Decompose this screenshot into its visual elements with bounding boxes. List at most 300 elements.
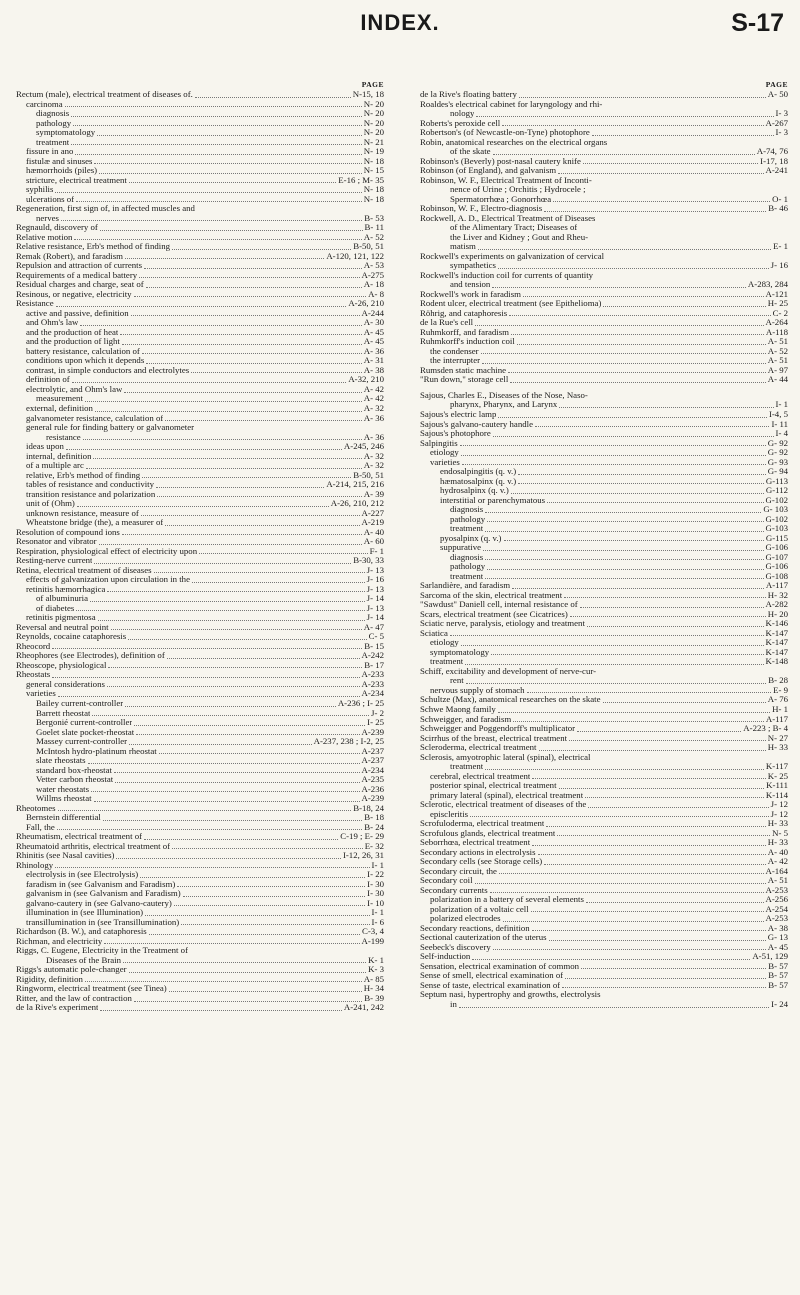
index-entry (420, 619, 788, 629)
entry-page-ref: I- 3 (775, 128, 788, 138)
entry-page-ref: A- 39 (363, 489, 384, 499)
dot-leader (532, 929, 766, 931)
entry-term: Schwe Maong family (420, 705, 496, 714)
entry-page-ref: A-117 (765, 581, 788, 591)
dot-leader (74, 238, 361, 240)
dot-leader (58, 695, 360, 697)
dot-leader (123, 961, 366, 963)
dot-leader (149, 933, 360, 935)
entry-term: Bergonié current-controller (36, 718, 133, 728)
dot-leader (157, 495, 361, 497)
dot-leader (75, 153, 361, 155)
dot-leader (470, 815, 769, 817)
entry-page-ref: A-283, 284 (747, 280, 788, 290)
entry-term: Rheophores (see Electrodes), definition of (16, 651, 165, 661)
entry-term: Sensation, electrical examination of common (420, 961, 580, 971)
dot-leader (90, 600, 365, 602)
dot-leader (115, 781, 359, 783)
entry-term: Regeneration, first sign of, in affected muscles and (16, 204, 195, 214)
dot-leader (86, 467, 362, 469)
dot-leader (577, 730, 741, 732)
dot-leader (172, 847, 363, 849)
entry-page-ref: I-17, 18 (760, 156, 788, 166)
dot-leader (94, 800, 360, 802)
index-entry (16, 318, 384, 328)
dot-leader (122, 533, 362, 535)
entry-term: suppurative (440, 543, 482, 553)
entry-term: Bernstein differential (26, 813, 101, 823)
index-entry (16, 889, 384, 899)
index-entry (420, 933, 788, 943)
index-entry (16, 528, 384, 538)
dot-leader (58, 809, 352, 811)
entry-term: slate rheostats (36, 756, 86, 766)
entry-term: Sciatica (420, 628, 448, 638)
entry-term: Regnauld, discovery of (16, 223, 98, 233)
dot-leader (94, 162, 361, 164)
dot-leader (199, 552, 367, 554)
entry-term: of a multiple arc (26, 461, 84, 471)
entry-page-ref: A-264 (765, 318, 788, 328)
dot-leader (134, 295, 367, 297)
entry-page-ref: A- 45 (363, 337, 384, 347)
dot-leader (55, 191, 361, 193)
dot-leader (72, 381, 347, 383)
entry-term: Robertson's (of Newcastle-on-Tyne) photophore (420, 128, 590, 138)
entry-page-ref: J- 12 (770, 809, 788, 819)
index-entry (16, 975, 384, 985)
entry-page-ref: A-219 (361, 518, 384, 528)
entry-term: Bailey current-controller (36, 699, 124, 708)
index-entry (420, 223, 788, 233)
entry-page-ref: K- 25 (767, 771, 788, 781)
index-entry (16, 223, 384, 233)
index-entry (420, 401, 788, 411)
entry-page-ref: C-3, 4 (362, 927, 384, 937)
entry-term: battery resistance, calculation of (26, 346, 140, 356)
index-entry (420, 410, 788, 420)
index-entry (16, 471, 384, 481)
entry-page-ref: A-235 (361, 775, 384, 785)
index-entry (16, 918, 384, 928)
index-entry (420, 610, 788, 620)
dot-leader (510, 381, 765, 383)
dot-leader (459, 1006, 769, 1008)
index-entry (420, 109, 788, 119)
index-entry (420, 204, 788, 214)
index-entry (420, 676, 788, 686)
entry-term: Riggs's automatic pole-changer (16, 965, 127, 975)
entry-term: Salpingitis (420, 438, 458, 448)
entry-page-ref: A- 36 (363, 432, 384, 442)
entry-page-ref: A- 42 (767, 857, 788, 867)
entry-page-ref: C- 2 (772, 308, 788, 318)
index-entry (420, 337, 788, 347)
entry-page-ref: J- 12 (770, 800, 788, 810)
dot-leader (100, 229, 363, 231)
dot-leader (129, 743, 312, 745)
dot-leader (588, 806, 768, 808)
dot-leader (475, 324, 763, 326)
entry-page-ref: B-50, 51 (353, 242, 384, 252)
index-entry (420, 762, 788, 772)
dot-leader (544, 210, 766, 212)
dot-leader (71, 143, 362, 145)
entry-page-ref: A- 51 (767, 876, 788, 886)
entry-term: Goelet slate pocket-rheostat (36, 727, 135, 737)
dot-leader (169, 990, 362, 992)
entry-term: varieties (430, 457, 460, 467)
entry-page-ref: B-30, 33 (353, 556, 384, 566)
index-column-left (16, 80, 384, 1013)
entry-term: contrast, in simple conductors and electrolytes (26, 365, 190, 375)
entry-term: Wheatstone bridge (the), a measurer of (26, 518, 164, 528)
dot-leader (465, 663, 763, 665)
index-entry (16, 176, 384, 186)
index-entry (16, 480, 384, 490)
dot-leader (527, 691, 772, 693)
entry-page-ref: G- 92 (767, 438, 788, 448)
entry-page-ref: B- 11 (364, 223, 384, 233)
index-entry (16, 128, 384, 138)
dot-leader (76, 200, 362, 202)
entry-term: Robinson, W. F., Electrical Treatment of Inconti- (420, 175, 592, 185)
dot-leader (55, 866, 369, 868)
entry-page-ref: K- 3 (368, 965, 384, 975)
index-entry (16, 842, 384, 852)
entry-term: McIntosh hydro-platinum rheostat (36, 746, 157, 756)
entry-term: Rockwell's induction coil for currents of quantity (420, 270, 594, 280)
index-entry (16, 366, 384, 376)
entry-page-ref: N- 20 (363, 99, 384, 109)
entry-page-ref: A- 44 (767, 375, 788, 385)
dot-leader (125, 705, 336, 707)
entry-page-ref: A-244 (361, 308, 384, 318)
entry-term: Rheostats (16, 670, 51, 680)
dot-leader (503, 920, 764, 922)
entry-page-ref: A-234 (361, 765, 384, 775)
entry-page-ref: G-115 (765, 533, 788, 543)
index-entry (420, 705, 788, 715)
entry-page-ref: A-239 (361, 794, 384, 804)
entry-page-ref: A-117 (765, 714, 788, 724)
entry-term: Roberts's peroxide cell (420, 118, 501, 128)
index-entry (420, 781, 788, 791)
entry-term: diagnosis (450, 552, 484, 562)
entry-page-ref: J- 14 (366, 594, 384, 604)
index-entry (420, 581, 788, 591)
dot-leader (52, 676, 359, 678)
dot-leader (108, 666, 362, 668)
index-entry (16, 651, 384, 661)
entry-term: Sarcoma of the skin, electrical treatment (420, 590, 563, 600)
index-entry (16, 375, 384, 385)
entry-term: Riggs, C. Eugene, Electricity in the Treatment of (16, 946, 188, 956)
index-entry (420, 857, 788, 867)
entry-term: hæmatosalpinx (q. v.) (440, 476, 517, 486)
entry-page-ref: G-113 (765, 476, 788, 486)
entry-page-ref: A-256 (765, 895, 788, 905)
entry-page-ref: C-19 ; E- 29 (340, 832, 384, 842)
index-entry (16, 689, 384, 699)
index-entry (420, 886, 788, 896)
index-entry (420, 848, 788, 858)
dot-leader (587, 625, 764, 627)
entry-term: faradism in (see Galvanism and Faradism) (26, 879, 176, 889)
entry-page-ref: K-117 (765, 762, 788, 772)
index-entry (420, 477, 788, 487)
dot-leader (136, 733, 359, 735)
entry-term: primary lateral (spinal), electrical treatment (430, 790, 584, 800)
entry-term: Rheotomes (16, 803, 56, 813)
entry-page-ref: A- 97 (767, 365, 788, 375)
dot-leader (559, 406, 773, 408)
index-entry (16, 785, 384, 795)
index-entry (420, 252, 788, 262)
dot-leader (91, 790, 360, 792)
entry-term: conditions upon which it depends (26, 356, 145, 366)
dot-leader (94, 562, 351, 564)
entry-page-ref: F- 1 (369, 546, 384, 556)
dot-leader (98, 619, 365, 621)
index-entry (16, 718, 384, 728)
dot-leader (156, 486, 324, 488)
dot-leader (475, 882, 766, 884)
entry-term: of diabetes (36, 603, 75, 613)
entry-term: measurement (36, 394, 83, 404)
index-entry (420, 458, 788, 468)
entry-term: Resting-nerve current (16, 556, 93, 566)
entry-page-ref: G-112 (765, 486, 788, 496)
entry-term: Richman, and electricity (16, 936, 103, 946)
entry-page-ref: J- 13 (366, 584, 384, 594)
index-entry (420, 657, 788, 667)
entry-page-ref: A-236 (361, 784, 384, 794)
entry-term: Robinson (of England), and galvanism (420, 166, 557, 176)
dot-leader (99, 543, 362, 545)
index-entry (420, 328, 788, 338)
index-entry (16, 461, 384, 471)
entry-term: Robinson's (Beverly) post-nasal cautery knife (420, 156, 581, 166)
entry-term: pathology (36, 118, 72, 128)
entry-term: Sclerotic, electrical treatment of diseases of the (420, 800, 587, 810)
index-entry (420, 629, 788, 639)
index-entry (16, 166, 384, 176)
dot-leader (52, 647, 362, 649)
index-entry (16, 870, 384, 880)
entry-term: diagnosis (450, 505, 484, 515)
page-header (0, 0, 800, 40)
entry-page-ref: A- 42 (363, 394, 384, 404)
index-entry (16, 823, 384, 833)
index-entry (420, 800, 788, 810)
dot-leader (460, 444, 766, 446)
index-entry (420, 420, 788, 430)
entry-page-ref: I- 6 (371, 917, 384, 927)
entry-term: treatment (450, 571, 484, 581)
dot-leader (65, 105, 362, 107)
entry-page-ref: N- 20 (363, 118, 384, 128)
index-entry (16, 442, 384, 452)
dot-leader (493, 435, 774, 437)
entry-page-ref: I- 11 (771, 419, 788, 429)
index-entry (420, 829, 788, 839)
index-entry (16, 699, 384, 709)
entry-term: treatment (36, 137, 70, 147)
index-entry (16, 490, 384, 500)
entry-page-ref: A-237 (361, 746, 384, 756)
index-entry (16, 185, 384, 195)
entry-page-ref: A- 85 (363, 974, 384, 984)
entry-page-ref: A-51, 129 (752, 952, 788, 962)
dot-leader (504, 539, 764, 541)
entry-term: polarization in a battery of several elements (430, 895, 584, 905)
dot-leader (559, 787, 765, 789)
entry-term: Scrofuloderma, electrical treatment (420, 819, 545, 829)
index-entry (420, 695, 788, 705)
entry-page-ref: N- 5 (772, 828, 788, 838)
entry-term: Sarlandière, and faradism (420, 581, 511, 591)
index-entry (16, 861, 384, 871)
index-entry (16, 109, 384, 119)
entry-term: hydrosalpinx (q. v.) (440, 486, 509, 496)
entry-page-ref: J- 13 (366, 603, 384, 613)
index-entry (420, 838, 788, 848)
entry-term: de la Rue's cell (420, 318, 474, 328)
page-column-label: PAGE (361, 80, 384, 89)
index-entry (420, 743, 788, 753)
entry-page-ref: K- 1 (368, 955, 384, 965)
entry-term: Rheumatism, electrical treatment of (16, 832, 143, 842)
index-entry (420, 772, 788, 782)
entry-page-ref: A- 31 (363, 356, 384, 366)
dot-leader (518, 482, 764, 484)
index-entry (420, 648, 788, 658)
entry-page-ref: B- 53 (364, 213, 384, 223)
entry-page-ref: G- 103 (763, 505, 788, 515)
index-entry (420, 600, 788, 610)
entry-page-ref: A- 32 (363, 451, 384, 461)
dot-leader (517, 343, 766, 345)
index-entry (420, 534, 788, 544)
entry-page-ref: B- 17 (364, 660, 384, 670)
index-entry (420, 467, 788, 477)
entry-term: de la Rive's floating battery (420, 90, 517, 99)
entry-page-ref: I- 10 (367, 898, 384, 908)
dot-leader (485, 511, 761, 513)
entry-term: galvanism in (see Galvanism and Faradism) (26, 889, 181, 899)
entry-term: Sense of taste, electrical examination of (420, 980, 561, 990)
index-entry (16, 908, 384, 918)
index-entry (16, 937, 384, 947)
index-entry (16, 404, 384, 414)
entry-term: Respiration, physiological effect of electricity upon (16, 546, 198, 556)
index-entry (420, 952, 788, 962)
entry-term: Rhinology (16, 860, 54, 870)
dot-leader (485, 558, 763, 560)
index-entry (16, 100, 384, 110)
entry-term: illumination in (see Illumination) (26, 908, 144, 918)
index-entry (420, 819, 788, 829)
index-entry (420, 876, 788, 886)
dot-leader (491, 653, 763, 655)
index-entry (420, 356, 788, 366)
dot-leader (539, 749, 766, 751)
dot-leader (553, 200, 770, 202)
entry-term: Sense of smell, electrical examination of (420, 971, 564, 981)
dot-leader (83, 438, 362, 440)
index-entry (420, 147, 788, 157)
entry-page-ref: A- 50 (767, 90, 788, 99)
entry-page-ref: N- 15 (363, 166, 384, 176)
entry-term: definition of (26, 375, 70, 385)
entry-term: episcleritis (430, 809, 469, 819)
entry-term: Requirements of a medical battery (16, 270, 138, 280)
dot-leader (538, 853, 766, 855)
index-entry (420, 185, 788, 195)
entry-page-ref: I- 3 (775, 109, 788, 119)
index-entry (16, 956, 384, 966)
entry-term: of the Alimentary Tract; Diseases of (450, 223, 578, 233)
entry-page-ref: A-74, 76 (756, 147, 788, 157)
entry-term: Rigidity, definition (16, 974, 83, 984)
entry-term: Schweigger, and faradism (420, 714, 512, 724)
entry-page-ref: A- 76 (767, 695, 788, 705)
entry-term: Barrett rheostat (36, 708, 91, 718)
dot-leader (128, 638, 366, 640)
dot-leader (125, 257, 324, 259)
entry-term: external, definition (26, 404, 93, 413)
entry-page-ref: A- 45 (363, 327, 384, 337)
dot-leader (172, 248, 351, 250)
entry-term: Residual charges and charge, seat of (16, 280, 144, 290)
entry-page-ref: E- 32 (364, 841, 384, 851)
entry-page-ref: A- 47 (363, 622, 384, 632)
entry-term: galvano-cautery in (see Galvano-cautery) (26, 898, 172, 908)
entry-page-ref: I- 30 (367, 879, 384, 889)
entry-term: Sajous's electric lamp (420, 410, 497, 419)
index-entry (16, 509, 384, 519)
index-entry (16, 337, 384, 347)
entry-term: Rockwell, A. D., Electrical Treatment of Diseases (420, 213, 596, 223)
entry-term: Reversal and neutral point (16, 622, 109, 632)
dot-leader (103, 819, 362, 821)
dot-leader (80, 324, 361, 326)
dot-leader (114, 771, 360, 773)
entry-term: symptomatology (36, 128, 96, 138)
entry-page-ref: G- 94 (767, 467, 788, 477)
dot-leader (532, 844, 766, 846)
entry-term: and Ohm's law (26, 318, 79, 328)
index-entry (420, 715, 788, 725)
entry-page-ref: A- 60 (363, 537, 384, 547)
index-entry (420, 962, 788, 972)
dot-leader (523, 295, 763, 297)
dot-leader (177, 885, 365, 887)
entry-page-ref: G-107 (765, 552, 788, 562)
dot-leader (472, 958, 750, 960)
index-entry (420, 429, 788, 439)
entry-page-ref: A-233 (361, 679, 384, 689)
dot-leader (498, 267, 769, 269)
entry-term: Schiff, excitability and development of nerve-cur- (420, 666, 597, 676)
entry-term: Sclerosis, amyotrophic lateral (spinal), electrical (420, 752, 591, 762)
entry-page-ref: N- 18 (363, 194, 384, 204)
index-entry (16, 356, 384, 366)
entry-page-ref: A-237, 238 ; I-2, 25 (313, 737, 384, 747)
dot-leader (490, 891, 764, 893)
index-entry (16, 984, 384, 994)
